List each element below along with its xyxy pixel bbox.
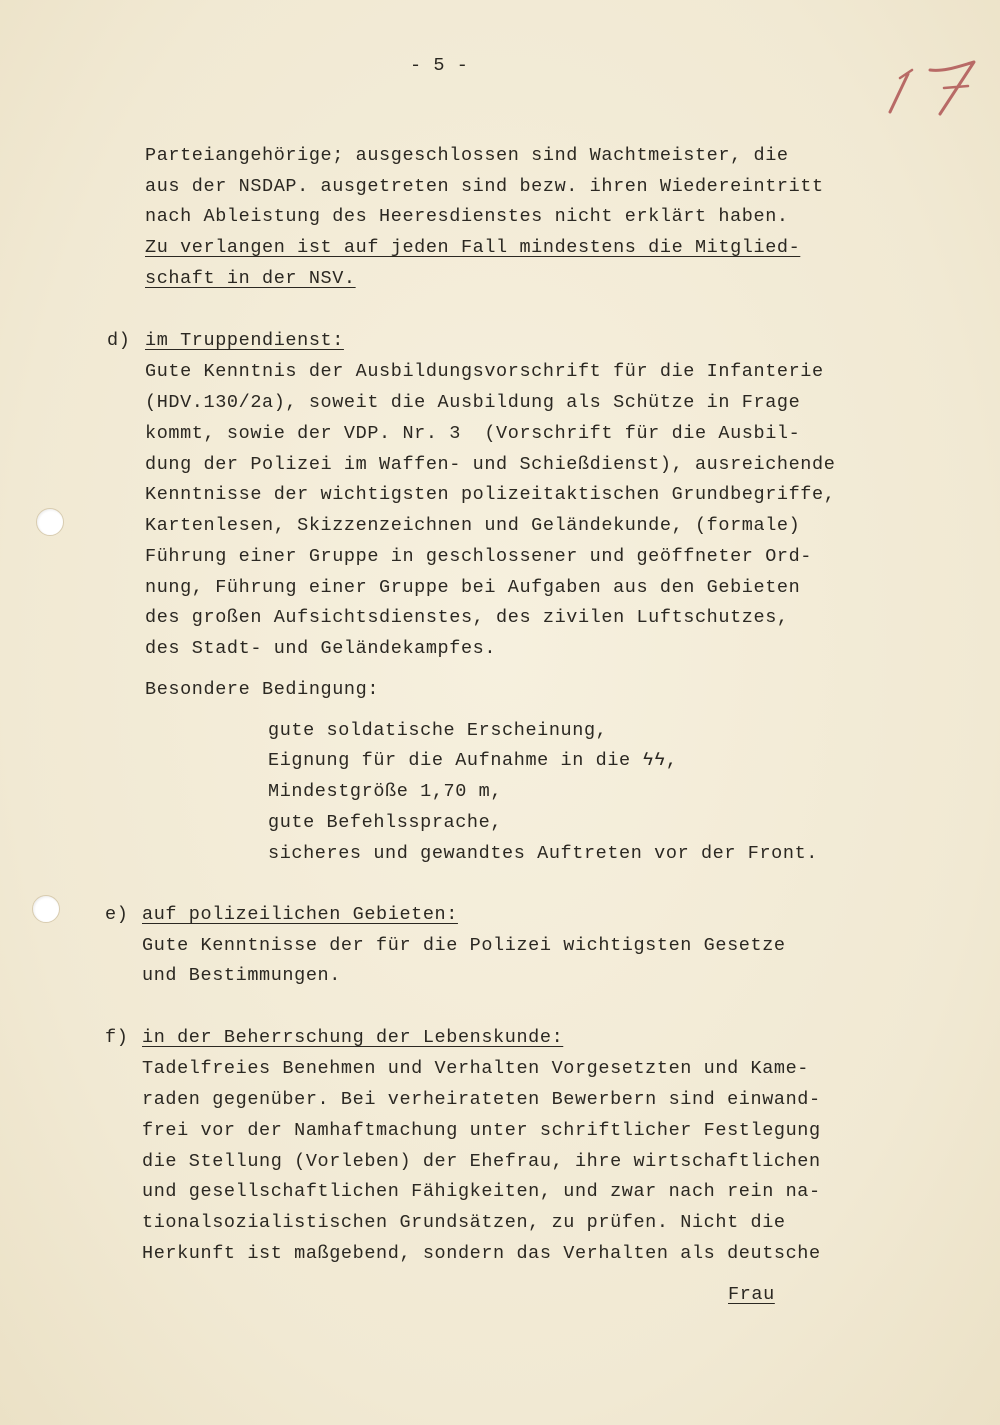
- catchword: Frau: [728, 1284, 775, 1305]
- section-f-line: frei vor der Namhaftmachung unter schriftlicher Festlegung: [142, 1120, 821, 1141]
- section-d-line: Führung einer Gruppe in geschlossener und geöffneter Ord-: [145, 546, 813, 567]
- section-d-marker: d): [107, 330, 131, 351]
- punch-hole: [36, 508, 64, 536]
- section-d-line: des Stadt- und Geländekampfes.: [145, 638, 497, 659]
- condition-item: sicheres und gewandtes Auftreten vor der Front.: [268, 843, 818, 864]
- condition-item: Mindestgröße 1,70 m,: [268, 781, 503, 802]
- intro-line: nach Ableistung des Heeresdienstes nicht erklärt haben.: [145, 206, 789, 227]
- punch-hole: [32, 895, 60, 923]
- intro-line-underlined: schaft in der NSV.: [145, 268, 356, 289]
- section-f-line: tionalsozialistischen Grundsätzen, zu prüfen. Nicht die: [142, 1212, 786, 1233]
- section-d-line: (HDV.130/2a), soweit die Ausbildung als Schütze in Frage: [145, 392, 801, 413]
- condition-item: [268, 750, 678, 772]
- section-d-line: Kartenlesen, Skizzenzeichnen und Geländekunde, (formale): [145, 515, 801, 536]
- intro-line: Parteiangehörige; ausgeschlossen sind Wachtmeister, die: [145, 145, 789, 166]
- section-f-line: Herkunft ist maßgebend, sondern das Verhalten als deutsche: [142, 1243, 821, 1264]
- condition-item-text: Eignung für die Aufnahme in die: [268, 750, 643, 771]
- intro-line-underlined: Zu verlangen ist auf jeden Fall mindestens die Mitglied-: [145, 237, 801, 258]
- section-e-heading: auf polizeilichen Gebieten:: [142, 904, 458, 925]
- section-e-line: Gute Kenntnisse der für die Polizei wichtigsten Gesetze: [142, 935, 786, 956]
- section-d-heading: im Truppendienst:: [145, 330, 344, 351]
- special-condition-label: Besondere Bedingung:: [145, 679, 380, 700]
- section-e-line: und Bestimmungen.: [142, 965, 341, 986]
- section-f-line: Tadelfreies Benehmen und Verhalten Vorgesetzten und Kame-: [142, 1058, 810, 1079]
- section-f-line: die Stellung (Vorleben) der Ehefrau, ihre wirtschaftlichen: [142, 1151, 821, 1172]
- section-f-line: raden gegenüber. Bei verheirateten Bewerbern sind einwand-: [142, 1089, 821, 1110]
- intro-line: aus der NSDAP. ausgetreten sind bezw. ihren Wiedereintritt: [145, 176, 824, 197]
- section-d-line: Gute Kenntnis der Ausbildungsvorschrift für die Infanterie: [145, 361, 824, 382]
- section-f-marker: f): [105, 1027, 129, 1048]
- ss-rune-glyph: ϟϟ,: [642, 750, 678, 771]
- section-d-line: dung der Polizei im Waffen- und Schießdienst), ausreichende: [145, 454, 836, 475]
- section-d-line: nung, Führung einer Gruppe bei Aufgaben aus den Gebieten: [145, 577, 801, 598]
- section-f-heading: in der Beherrschung der Lebenskunde:: [142, 1027, 564, 1048]
- condition-item: gute Befehlssprache,: [268, 812, 503, 833]
- page-number: - 5 -: [410, 55, 469, 76]
- condition-item: gute soldatische Erscheinung,: [268, 720, 608, 741]
- section-d-line: Kenntnisse der wichtigsten polizeitaktischen Grundbegriffe,: [145, 484, 836, 505]
- section-d-line: kommt, sowie der VDP. Nr. 3 (Vorschrift für die Ausbil-: [145, 423, 801, 444]
- section-f-line: und gesellschaftlichen Fähigkeiten, und zwar nach rein na-: [142, 1181, 821, 1202]
- section-e-marker: e): [105, 904, 129, 925]
- section-d-line: des großen Aufsichtsdienstes, des zivilen Luftschutzes,: [145, 607, 789, 628]
- handwritten-folio-number: [878, 52, 988, 122]
